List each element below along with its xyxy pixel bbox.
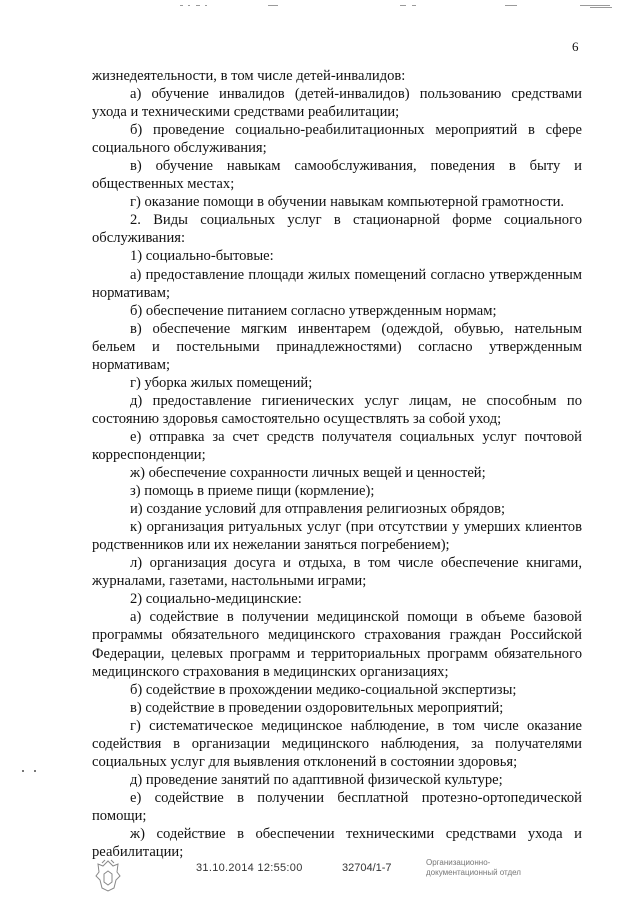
stamp-organization <box>426 858 546 878</box>
paragraph: в) содействие в проведении оздоровительных мероприятий; <box>130 699 504 716</box>
paragraph: з) помощь в приеме пищи (кормление); <box>130 483 375 500</box>
paragraph: г) уборка жилых помещений; <box>130 374 313 391</box>
paragraph: б) проведение социально-реабилитационных мероприятий в сфере социального обслуживания; <box>92 122 582 157</box>
paragraph: б) содействие в прохождении медико-социальной экспертизы; <box>130 681 517 698</box>
coat-of-arms-icon <box>92 858 124 894</box>
stamp-org-line1: Организационно- <box>426 858 491 867</box>
page-number: 6 <box>572 39 579 54</box>
scan-header-noise <box>0 2 640 12</box>
paragraph: г) оказание помощи в обучении навыкам компьютерной грамотности. <box>130 194 565 211</box>
paragraph: ж) обеспечение сохранности личных вещей и ценностей; <box>130 465 486 482</box>
paragraph: а) содействие в получении медицинской помощи в объеме базовой программы обязательного медицинского страхования граждан Российской Федерации, целевых программ и территориальных программ обязательного медицинского страхования в медицинских организациях; <box>92 609 582 680</box>
paragraph: а) предоставление площади жилых помещений согласно утвержденным нормативам; <box>92 266 582 301</box>
paragraph: д) проведение занятий по адаптивной физической культуре; <box>130 771 503 788</box>
stamp-org-line2: документационный отдел <box>426 868 521 877</box>
paragraph: 2. Виды социальных услуг в стационарной форме социального обслуживания: <box>92 212 582 247</box>
document-body <box>92 67 582 861</box>
paragraph: е) содействие в получении бесплатной протезно-ортопедической помощи; <box>92 789 582 824</box>
paragraph: ж) содействие в обеспечении техническими средствами ухода и реабилитации; <box>92 825 582 861</box>
paragraph: б) обеспечение питанием согласно утвержденным нормам; <box>130 302 497 319</box>
paragraph: л) организация досуга и отдыха, в том числе обеспечение книгами, журналами, газетами, настольными играми; <box>92 555 582 590</box>
document-footer <box>0 858 640 898</box>
paragraph: в) обеспечение мягким инвентарем (одеждой, обувью, нательным бельем и постельными принадлежностями) согласно утвержденным нормативам; <box>92 320 582 373</box>
paragraph: к) организация ритуальных услуг (при отсутствии у умерших клиентов родственников или их нежелании заняться погребением); <box>92 519 582 554</box>
paragraph: д) предоставление гигиенических услуг лицам, не способным по состоянию здоровья самостоятельно осуществлять за собой уход; <box>92 392 582 427</box>
paragraph: е) отправка за счет средств получателя социальных услуг почтовой корреспонденции; <box>92 428 582 463</box>
paragraph: г) систематическое медицинское наблюдение, в том числе оказание содействия в организации медицинского наблюдения, за получателями социальных услуг для выявления отклонений в состоянии здоровья; <box>92 717 582 770</box>
paragraph: а) обучение инвалидов (детей-инвалидов) пользованию средствами ухода и техническими средствами реабилитации; <box>92 86 582 121</box>
paragraph: в) обучение навыкам самообслуживания, поведения в быту и общественных местах; <box>92 158 582 193</box>
stamp-date: 31.10.2014 12:55:00 <box>196 862 303 874</box>
paragraph: и) создание условий для отправления религиозных обрядов; <box>130 501 506 518</box>
stamp-number: 32704/1-7 <box>342 862 392 874</box>
paragraph: 2) социально-медицинские: <box>130 591 302 608</box>
margin-scan-mark <box>22 768 42 774</box>
paragraph: 1) социально-бытовые: <box>130 248 274 265</box>
paragraph: жизнедеятельности, в том числе детей-инвалидов: <box>92 68 406 84</box>
